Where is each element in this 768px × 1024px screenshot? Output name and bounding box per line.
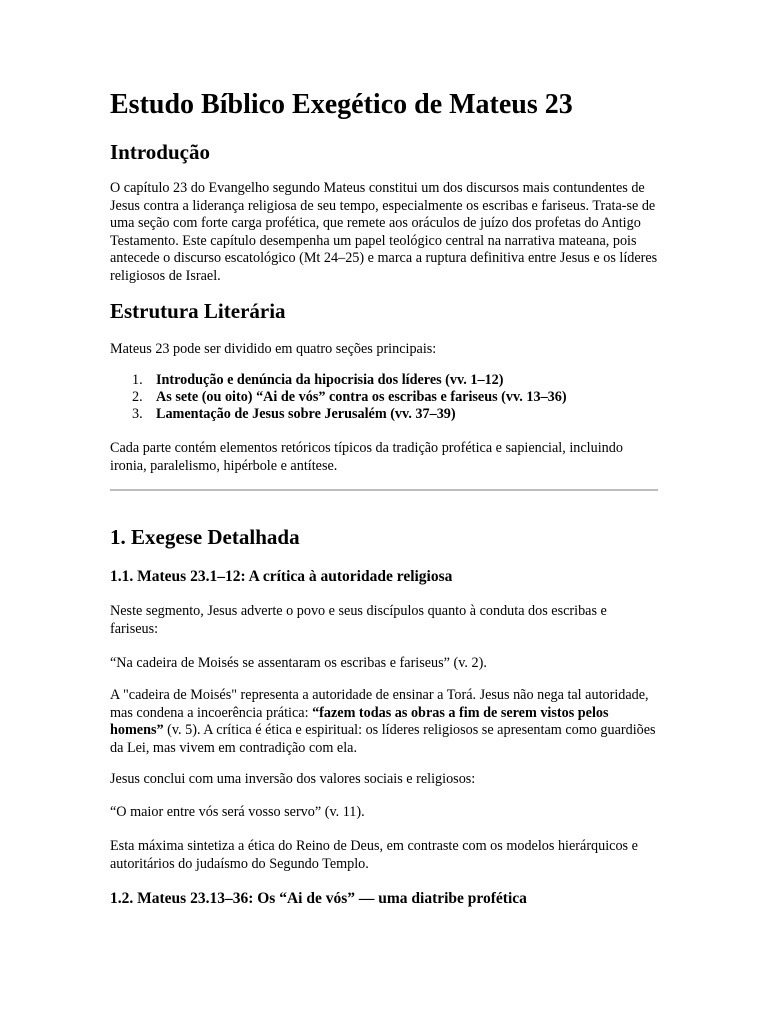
intro-heading: Introdução	[110, 140, 210, 164]
kingdom-ethics-paragraph: Esta máxima sintetiza a ética do Reino de Deus, em contraste com os modelos hierárquicos e autoritários do judaísmo do Segundo Templo.	[110, 838, 638, 872]
exegesis-heading: 1. Exegese Detalhada	[110, 525, 300, 549]
list-item-text: As sete (ou oito) “Ai de vós” contra os escribas e fariseus (vv. 13–36)	[156, 389, 567, 406]
structure-list	[110, 372, 658, 424]
inversion-paragraph: Jesus conclui com uma inversão dos valores sociais e religiosos:	[110, 771, 476, 787]
section-1-1-intro: Neste segmento, Jesus adverte o povo e seus discípulos quanto à conduta dos escribas e fariseus:	[110, 603, 607, 637]
list-item-number: 1.	[132, 372, 143, 388]
cadeira-paragraph	[110, 687, 658, 757]
document-title: Estudo Bíblico Exegético de Mateus 23	[110, 89, 573, 120]
structure-lead: Mateus 23 pode ser dividido em quatro seções principais:	[110, 341, 437, 357]
bold-quote: “fazem todas as obras a fim de serem vistos pelos homens”	[110, 704, 609, 738]
list-item	[110, 372, 658, 389]
list-item-number: 2.	[132, 389, 143, 406]
quote-v2: “Na cadeira de Moisés se assentaram os escribas e fariseus” (v. 2).	[110, 655, 487, 671]
list-item	[110, 406, 658, 423]
section-1-2-heading: 1.2. Mateus 23.13–36: Os “Ai de vós” — uma diatribe profética	[110, 890, 527, 907]
paragraph-text: A "cadeira de Moisés" representa a autoridade de ensinar a Torá. Jesus não nega tal autoridade, mas condena a incoerência prática:	[110, 687, 649, 721]
intro-paragraph: O capítulo 23 do Evangelho segundo Mateus constitui um dos discursos mais contundentes de Jesus contra a liderança religiosa de seu tempo, especialmente os escribas e fariseus. Trata-se de uma seção com forte carga profética, que remete aos oráculos de juízo dos profetas do Antigo Testamento. Este capítulo desempenha um papel teológico central na narrativa mateana, pois antecede o discurso escatológico (Mt 24–25) e marca a ruptura definitiva entre Jesus e os líderes religiosos de Israel.	[110, 180, 658, 284]
list-item-text: Introdução e denúncia da hipocrisia dos líderes (vv. 1–12)	[156, 372, 504, 388]
section-1-1-heading: 1.1. Mateus 23.1–12: A crítica à autoridade religiosa	[110, 568, 453, 585]
list-item	[110, 389, 658, 406]
list-item-number: 3.	[132, 406, 143, 423]
section-divider	[110, 489, 658, 491]
paragraph-text: (v. 5). A crítica é ética e espiritual: os líderes religiosos se apresentam como guardiões da Lei, mas vivem em contradição com ela.	[110, 722, 656, 756]
list-item-text: Lamentação de Jesus sobre Jerusalém (vv. 37–39)	[156, 406, 456, 423]
structure-closing: Cada parte contém elementos retóricos típicos da tradição profética e sapiencial, incluindo ironia, paralelismo, hipérbole e antítese.	[110, 440, 623, 474]
structure-heading: Estrutura Literária	[110, 299, 286, 323]
quote-v11: “O maior entre vós será vosso servo” (v. 11).	[110, 804, 365, 820]
